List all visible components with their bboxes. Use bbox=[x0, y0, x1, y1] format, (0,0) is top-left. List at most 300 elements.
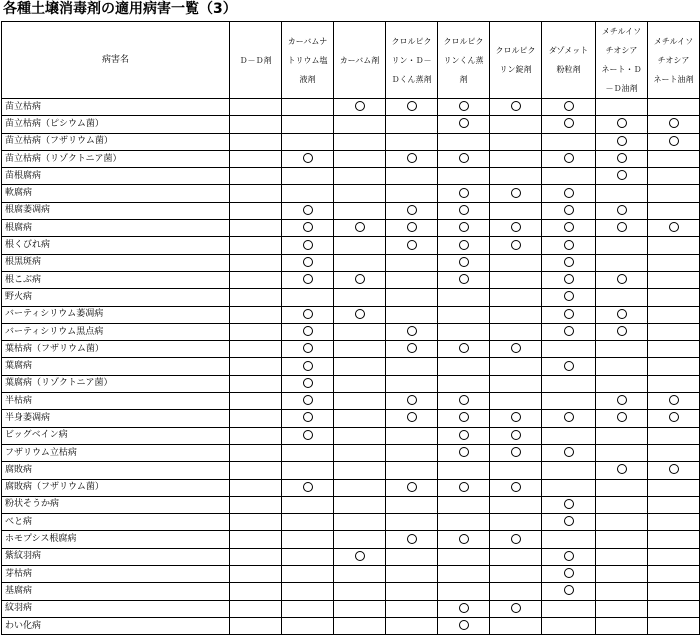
mark-cell-4 bbox=[386, 150, 438, 167]
table-row bbox=[2, 289, 700, 306]
mark-cell-9 bbox=[648, 116, 700, 133]
mark-cell-3 bbox=[334, 583, 386, 600]
mark-cell-9 bbox=[648, 479, 700, 496]
mark-cell-6 bbox=[490, 496, 542, 513]
applicable-mark-icon bbox=[459, 274, 469, 284]
mark-cell-9 bbox=[648, 99, 700, 116]
mark-cell-1 bbox=[230, 185, 282, 202]
mark-cell-3 bbox=[334, 531, 386, 548]
mark-cell-8 bbox=[596, 617, 648, 634]
applicable-mark-icon bbox=[303, 412, 313, 422]
mark-cell-5 bbox=[438, 617, 490, 634]
mark-cell-9 bbox=[648, 427, 700, 444]
applicable-mark-icon bbox=[407, 395, 417, 405]
mark-cell-6 bbox=[490, 185, 542, 202]
mark-cell-2 bbox=[282, 514, 334, 531]
mark-cell-2 bbox=[282, 133, 334, 150]
disease-name-cell: 根腐萎凋病 bbox=[2, 202, 230, 219]
applicable-mark-icon bbox=[303, 309, 313, 319]
mark-cell-7 bbox=[542, 220, 596, 237]
applicable-mark-icon bbox=[459, 620, 469, 630]
applicable-mark-icon bbox=[459, 257, 469, 267]
header-agent-7 bbox=[542, 22, 596, 99]
applicable-mark-icon bbox=[511, 430, 521, 440]
mark-cell-1 bbox=[230, 496, 282, 513]
applicable-mark-icon bbox=[459, 101, 469, 111]
mark-cell-4 bbox=[386, 133, 438, 150]
applicable-mark-icon bbox=[511, 603, 521, 613]
applicable-mark-icon bbox=[303, 257, 313, 267]
mark-cell-2 bbox=[282, 185, 334, 202]
table-row bbox=[2, 237, 700, 254]
disease-name-cell: 葉腐病（リゾクトニア菌） bbox=[2, 375, 230, 392]
mark-cell-9 bbox=[648, 358, 700, 375]
disease-name-cell: 紫紋羽病 bbox=[2, 548, 230, 565]
mark-cell-2 bbox=[282, 600, 334, 617]
table-row bbox=[2, 531, 700, 548]
mark-cell-1 bbox=[230, 548, 282, 565]
applicable-mark-icon bbox=[459, 482, 469, 492]
mark-cell-6 bbox=[490, 133, 542, 150]
mark-cell-7 bbox=[542, 617, 596, 634]
table-row bbox=[2, 393, 700, 410]
header-agent-line: 粉粒剤 bbox=[556, 65, 581, 74]
mark-cell-9 bbox=[648, 341, 700, 358]
applicable-mark-icon bbox=[459, 534, 469, 544]
mark-cell-5 bbox=[438, 202, 490, 219]
table-row bbox=[2, 220, 700, 237]
applicable-mark-icon bbox=[511, 447, 521, 457]
mark-cell-7 bbox=[542, 548, 596, 565]
mark-cell-5 bbox=[438, 531, 490, 548]
mark-cell-1 bbox=[230, 220, 282, 237]
mark-cell-1 bbox=[230, 479, 282, 496]
header-agent-line: Ｄくん蒸剤 bbox=[391, 74, 432, 84]
mark-cell-4 bbox=[386, 548, 438, 565]
mark-cell-6 bbox=[490, 358, 542, 375]
mark-cell-7 bbox=[542, 600, 596, 617]
mark-cell-5 bbox=[438, 150, 490, 167]
mark-cell-4 bbox=[386, 271, 438, 288]
mark-cell-2 bbox=[282, 150, 334, 167]
mark-cell-2 bbox=[282, 99, 334, 116]
applicable-mark-icon bbox=[564, 412, 574, 422]
mark-cell-6 bbox=[490, 617, 542, 634]
mark-cell-6 bbox=[490, 254, 542, 271]
table-row bbox=[2, 116, 700, 133]
applicable-mark-icon bbox=[303, 205, 313, 215]
mark-cell-3 bbox=[334, 289, 386, 306]
applicable-mark-icon bbox=[459, 118, 469, 128]
mark-cell-9 bbox=[648, 168, 700, 185]
mark-cell-2 bbox=[282, 271, 334, 288]
disease-name-cell: フザリウム立枯病 bbox=[2, 444, 230, 461]
applicable-mark-icon bbox=[407, 153, 417, 163]
mark-cell-4 bbox=[386, 168, 438, 185]
applicable-mark-icon bbox=[303, 482, 313, 492]
disease-name-cell: 基腐病 bbox=[2, 583, 230, 600]
mark-cell-8 bbox=[596, 444, 648, 461]
disease-name-cell: 半身萎凋病 bbox=[2, 410, 230, 427]
applicable-mark-icon bbox=[564, 551, 574, 561]
applicable-mark-icon bbox=[511, 412, 521, 422]
applicable-mark-icon bbox=[407, 205, 417, 215]
header-agent-line: ネート・Ｄ bbox=[601, 65, 642, 74]
mark-cell-7 bbox=[542, 583, 596, 600]
mark-cell-7 bbox=[542, 168, 596, 185]
table-row bbox=[2, 514, 700, 531]
mark-cell-3 bbox=[334, 202, 386, 219]
mark-cell-6 bbox=[490, 462, 542, 479]
mark-cell-3 bbox=[334, 410, 386, 427]
header-disease-name: 病害名 bbox=[2, 22, 230, 99]
mark-cell-8 bbox=[596, 306, 648, 323]
disease-name-cell: 粉状そうか病 bbox=[2, 496, 230, 513]
mark-cell-6 bbox=[490, 341, 542, 358]
applicable-mark-icon bbox=[564, 118, 574, 128]
mark-cell-3 bbox=[334, 306, 386, 323]
header-agent-line: 液剤 bbox=[299, 74, 316, 84]
mark-cell-9 bbox=[648, 150, 700, 167]
mark-cell-2 bbox=[282, 566, 334, 583]
applicable-mark-icon bbox=[511, 188, 521, 198]
mark-cell-2 bbox=[282, 323, 334, 340]
disease-name-cell: 根腐病 bbox=[2, 220, 230, 237]
mark-cell-5 bbox=[438, 237, 490, 254]
applicable-mark-icon bbox=[617, 412, 627, 422]
mark-cell-5 bbox=[438, 393, 490, 410]
mark-cell-7 bbox=[542, 133, 596, 150]
mark-cell-8 bbox=[596, 358, 648, 375]
header-agent-line: Ｄ－Ｄ剤 bbox=[239, 55, 272, 65]
applicable-mark-icon bbox=[564, 101, 574, 111]
applicable-mark-icon bbox=[407, 412, 417, 422]
table-row bbox=[2, 202, 700, 219]
mark-cell-9 bbox=[648, 531, 700, 548]
mark-cell-5 bbox=[438, 427, 490, 444]
mark-cell-3 bbox=[334, 427, 386, 444]
mark-cell-3 bbox=[334, 566, 386, 583]
applicable-mark-icon bbox=[564, 274, 574, 284]
mark-cell-9 bbox=[648, 514, 700, 531]
mark-cell-1 bbox=[230, 583, 282, 600]
mark-cell-4 bbox=[386, 583, 438, 600]
mark-cell-8 bbox=[596, 427, 648, 444]
mark-cell-6 bbox=[490, 548, 542, 565]
applicable-mark-icon bbox=[617, 274, 627, 284]
mark-cell-9 bbox=[648, 496, 700, 513]
applicable-mark-icon bbox=[303, 274, 313, 284]
header-agent-line: リン錠剤 bbox=[499, 65, 532, 74]
applicable-mark-icon bbox=[459, 205, 469, 215]
table-row bbox=[2, 583, 700, 600]
applicable-mark-icon bbox=[407, 343, 417, 353]
mark-cell-3 bbox=[334, 99, 386, 116]
mark-cell-2 bbox=[282, 444, 334, 461]
header-agent-3 bbox=[334, 22, 386, 99]
disease-name-cell: 半枯病 bbox=[2, 393, 230, 410]
applicable-mark-icon bbox=[564, 257, 574, 267]
mark-cell-6 bbox=[490, 531, 542, 548]
header-agent-line: リンくん蒸 bbox=[443, 55, 484, 65]
mark-cell-4 bbox=[386, 410, 438, 427]
applicable-mark-icon bbox=[617, 222, 627, 232]
mark-cell-4 bbox=[386, 444, 438, 461]
applicable-mark-icon bbox=[564, 499, 574, 509]
applicable-mark-icon bbox=[617, 326, 627, 336]
header-agent-line: ダゾメット bbox=[548, 46, 589, 55]
mark-cell-7 bbox=[542, 410, 596, 427]
mark-cell-2 bbox=[282, 254, 334, 271]
header-agent-line: メチルイソ bbox=[653, 36, 694, 46]
mark-cell-8 bbox=[596, 393, 648, 410]
mark-cell-9 bbox=[648, 600, 700, 617]
mark-cell-8 bbox=[596, 185, 648, 202]
table-row bbox=[2, 410, 700, 427]
mark-cell-5 bbox=[438, 289, 490, 306]
mark-cell-3 bbox=[334, 185, 386, 202]
mark-cell-9 bbox=[648, 444, 700, 461]
disease-name-cell: 腐敗病 bbox=[2, 462, 230, 479]
mark-cell-9 bbox=[648, 410, 700, 427]
mark-cell-2 bbox=[282, 427, 334, 444]
mark-cell-2 bbox=[282, 289, 334, 306]
applicable-mark-icon bbox=[617, 205, 627, 215]
table-row bbox=[2, 341, 700, 358]
applicable-mark-icon bbox=[511, 482, 521, 492]
table-row bbox=[2, 271, 700, 288]
mark-cell-7 bbox=[542, 479, 596, 496]
mark-cell-9 bbox=[648, 133, 700, 150]
mark-cell-5 bbox=[438, 358, 490, 375]
mark-cell-5 bbox=[438, 99, 490, 116]
mark-cell-8 bbox=[596, 254, 648, 271]
disease-name-cell: 軟腐病 bbox=[2, 185, 230, 202]
mark-cell-6 bbox=[490, 99, 542, 116]
applicable-mark-icon bbox=[617, 118, 627, 128]
mark-cell-5 bbox=[438, 600, 490, 617]
mark-cell-4 bbox=[386, 393, 438, 410]
mark-cell-6 bbox=[490, 375, 542, 392]
mark-cell-6 bbox=[490, 202, 542, 219]
mark-cell-1 bbox=[230, 150, 282, 167]
mark-cell-8 bbox=[596, 237, 648, 254]
mark-cell-2 bbox=[282, 306, 334, 323]
mark-cell-3 bbox=[334, 323, 386, 340]
mark-cell-9 bbox=[648, 254, 700, 271]
mark-cell-3 bbox=[334, 514, 386, 531]
mark-cell-5 bbox=[438, 375, 490, 392]
mark-cell-3 bbox=[334, 341, 386, 358]
mark-cell-8 bbox=[596, 410, 648, 427]
header-agent-line: メチルイソ bbox=[601, 27, 642, 36]
mark-cell-8 bbox=[596, 566, 648, 583]
disease-name-cell: 苗立枯病（リゾクトニア菌） bbox=[2, 150, 230, 167]
mark-cell-8 bbox=[596, 496, 648, 513]
mark-cell-9 bbox=[648, 375, 700, 392]
mark-cell-3 bbox=[334, 358, 386, 375]
disease-name-cell: バーティシリウム萎凋病 bbox=[2, 306, 230, 323]
mark-cell-9 bbox=[648, 583, 700, 600]
table-row bbox=[2, 427, 700, 444]
applicable-mark-icon bbox=[564, 568, 574, 578]
table-row bbox=[2, 548, 700, 565]
mark-cell-8 bbox=[596, 271, 648, 288]
disease-name-cell: バーティシリウム黒点病 bbox=[2, 323, 230, 340]
header-agent-line: ネート油剤 bbox=[653, 74, 694, 84]
mark-cell-5 bbox=[438, 323, 490, 340]
mark-cell-5 bbox=[438, 496, 490, 513]
mark-cell-4 bbox=[386, 358, 438, 375]
mark-cell-4 bbox=[386, 514, 438, 531]
mark-cell-1 bbox=[230, 600, 282, 617]
mark-cell-3 bbox=[334, 254, 386, 271]
mark-cell-6 bbox=[490, 566, 542, 583]
applicable-mark-icon bbox=[303, 153, 313, 163]
mark-cell-8 bbox=[596, 150, 648, 167]
mark-cell-9 bbox=[648, 306, 700, 323]
mark-cell-1 bbox=[230, 393, 282, 410]
disease-name-cell: 苗根腐病 bbox=[2, 168, 230, 185]
mark-cell-3 bbox=[334, 393, 386, 410]
mark-cell-1 bbox=[230, 444, 282, 461]
mark-cell-5 bbox=[438, 306, 490, 323]
mark-cell-1 bbox=[230, 531, 282, 548]
mark-cell-9 bbox=[648, 237, 700, 254]
table-row bbox=[2, 185, 700, 202]
disease-name-cell: 苗立枯病（ピシウム菌） bbox=[2, 116, 230, 133]
mark-cell-1 bbox=[230, 462, 282, 479]
mark-cell-1 bbox=[230, 99, 282, 116]
mark-cell-5 bbox=[438, 220, 490, 237]
table-row bbox=[2, 479, 700, 496]
mark-cell-7 bbox=[542, 427, 596, 444]
mark-cell-6 bbox=[490, 444, 542, 461]
disease-name-cell: 根黒斑病 bbox=[2, 254, 230, 271]
table-row bbox=[2, 323, 700, 340]
mark-cell-6 bbox=[490, 289, 542, 306]
mark-cell-1 bbox=[230, 202, 282, 219]
mark-cell-7 bbox=[542, 566, 596, 583]
mark-cell-7 bbox=[542, 444, 596, 461]
applicable-mark-icon bbox=[355, 274, 365, 284]
mark-cell-4 bbox=[386, 185, 438, 202]
applicable-mark-icon bbox=[617, 395, 627, 405]
mark-cell-1 bbox=[230, 375, 282, 392]
mark-cell-4 bbox=[386, 99, 438, 116]
mark-cell-5 bbox=[438, 462, 490, 479]
mark-cell-1 bbox=[230, 168, 282, 185]
mark-cell-3 bbox=[334, 600, 386, 617]
mark-cell-2 bbox=[282, 202, 334, 219]
mark-cell-6 bbox=[490, 410, 542, 427]
mark-cell-6 bbox=[490, 479, 542, 496]
table-row bbox=[2, 133, 700, 150]
mark-cell-2 bbox=[282, 531, 334, 548]
disease-table bbox=[1, 21, 700, 635]
applicable-mark-icon bbox=[407, 482, 417, 492]
mark-cell-8 bbox=[596, 375, 648, 392]
applicable-mark-icon bbox=[407, 534, 417, 544]
mark-cell-7 bbox=[542, 271, 596, 288]
mark-cell-9 bbox=[648, 393, 700, 410]
mark-cell-1 bbox=[230, 410, 282, 427]
mark-cell-5 bbox=[438, 583, 490, 600]
table-row bbox=[2, 150, 700, 167]
mark-cell-9 bbox=[648, 185, 700, 202]
header-agent-line: トリウム塩 bbox=[287, 55, 328, 65]
mark-cell-3 bbox=[334, 496, 386, 513]
header-agent-line: チオシア bbox=[605, 46, 638, 55]
mark-cell-9 bbox=[648, 548, 700, 565]
table-row bbox=[2, 306, 700, 323]
applicable-mark-icon bbox=[355, 551, 365, 561]
disease-name-cell: 葉枯病（フザリウム菌） bbox=[2, 341, 230, 358]
applicable-mark-icon bbox=[669, 395, 679, 405]
mark-cell-3 bbox=[334, 150, 386, 167]
mark-cell-7 bbox=[542, 531, 596, 548]
mark-cell-9 bbox=[648, 462, 700, 479]
mark-cell-3 bbox=[334, 479, 386, 496]
mark-cell-5 bbox=[438, 185, 490, 202]
header-agent-2 bbox=[282, 22, 334, 99]
applicable-mark-icon bbox=[407, 101, 417, 111]
applicable-mark-icon bbox=[303, 378, 313, 388]
applicable-mark-icon bbox=[511, 240, 521, 250]
mark-cell-5 bbox=[438, 254, 490, 271]
applicable-mark-icon bbox=[303, 240, 313, 250]
applicable-mark-icon bbox=[407, 222, 417, 232]
mark-cell-2 bbox=[282, 410, 334, 427]
mark-cell-4 bbox=[386, 427, 438, 444]
disease-name-cell: わい化病 bbox=[2, 617, 230, 634]
mark-cell-1 bbox=[230, 289, 282, 306]
applicable-mark-icon bbox=[617, 309, 627, 319]
mark-cell-2 bbox=[282, 358, 334, 375]
mark-cell-4 bbox=[386, 617, 438, 634]
mark-cell-8 bbox=[596, 168, 648, 185]
mark-cell-6 bbox=[490, 306, 542, 323]
applicable-mark-icon bbox=[564, 153, 574, 163]
mark-cell-9 bbox=[648, 202, 700, 219]
mark-cell-2 bbox=[282, 220, 334, 237]
disease-name-cell: 腐敗病（フザリウム菌） bbox=[2, 479, 230, 496]
table-row bbox=[2, 462, 700, 479]
table-row bbox=[2, 444, 700, 461]
mark-cell-6 bbox=[490, 393, 542, 410]
disease-name-cell: 芽枯病 bbox=[2, 566, 230, 583]
header-agent-1 bbox=[230, 22, 282, 99]
mark-cell-5 bbox=[438, 341, 490, 358]
header-agent-line: チオシア bbox=[657, 55, 690, 65]
mark-cell-6 bbox=[490, 237, 542, 254]
mark-cell-8 bbox=[596, 202, 648, 219]
mark-cell-1 bbox=[230, 427, 282, 444]
disease-name-cell: 葉腐病 bbox=[2, 358, 230, 375]
disease-name-cell: ビッグベイン病 bbox=[2, 427, 230, 444]
mark-cell-8 bbox=[596, 289, 648, 306]
mark-cell-2 bbox=[282, 462, 334, 479]
mark-cell-7 bbox=[542, 323, 596, 340]
applicable-mark-icon bbox=[511, 222, 521, 232]
mark-cell-5 bbox=[438, 133, 490, 150]
applicable-mark-icon bbox=[303, 222, 313, 232]
mark-cell-6 bbox=[490, 168, 542, 185]
applicable-mark-icon bbox=[459, 430, 469, 440]
disease-name-cell: 紋羽病 bbox=[2, 600, 230, 617]
applicable-mark-icon bbox=[669, 136, 679, 146]
table-row bbox=[2, 617, 700, 634]
